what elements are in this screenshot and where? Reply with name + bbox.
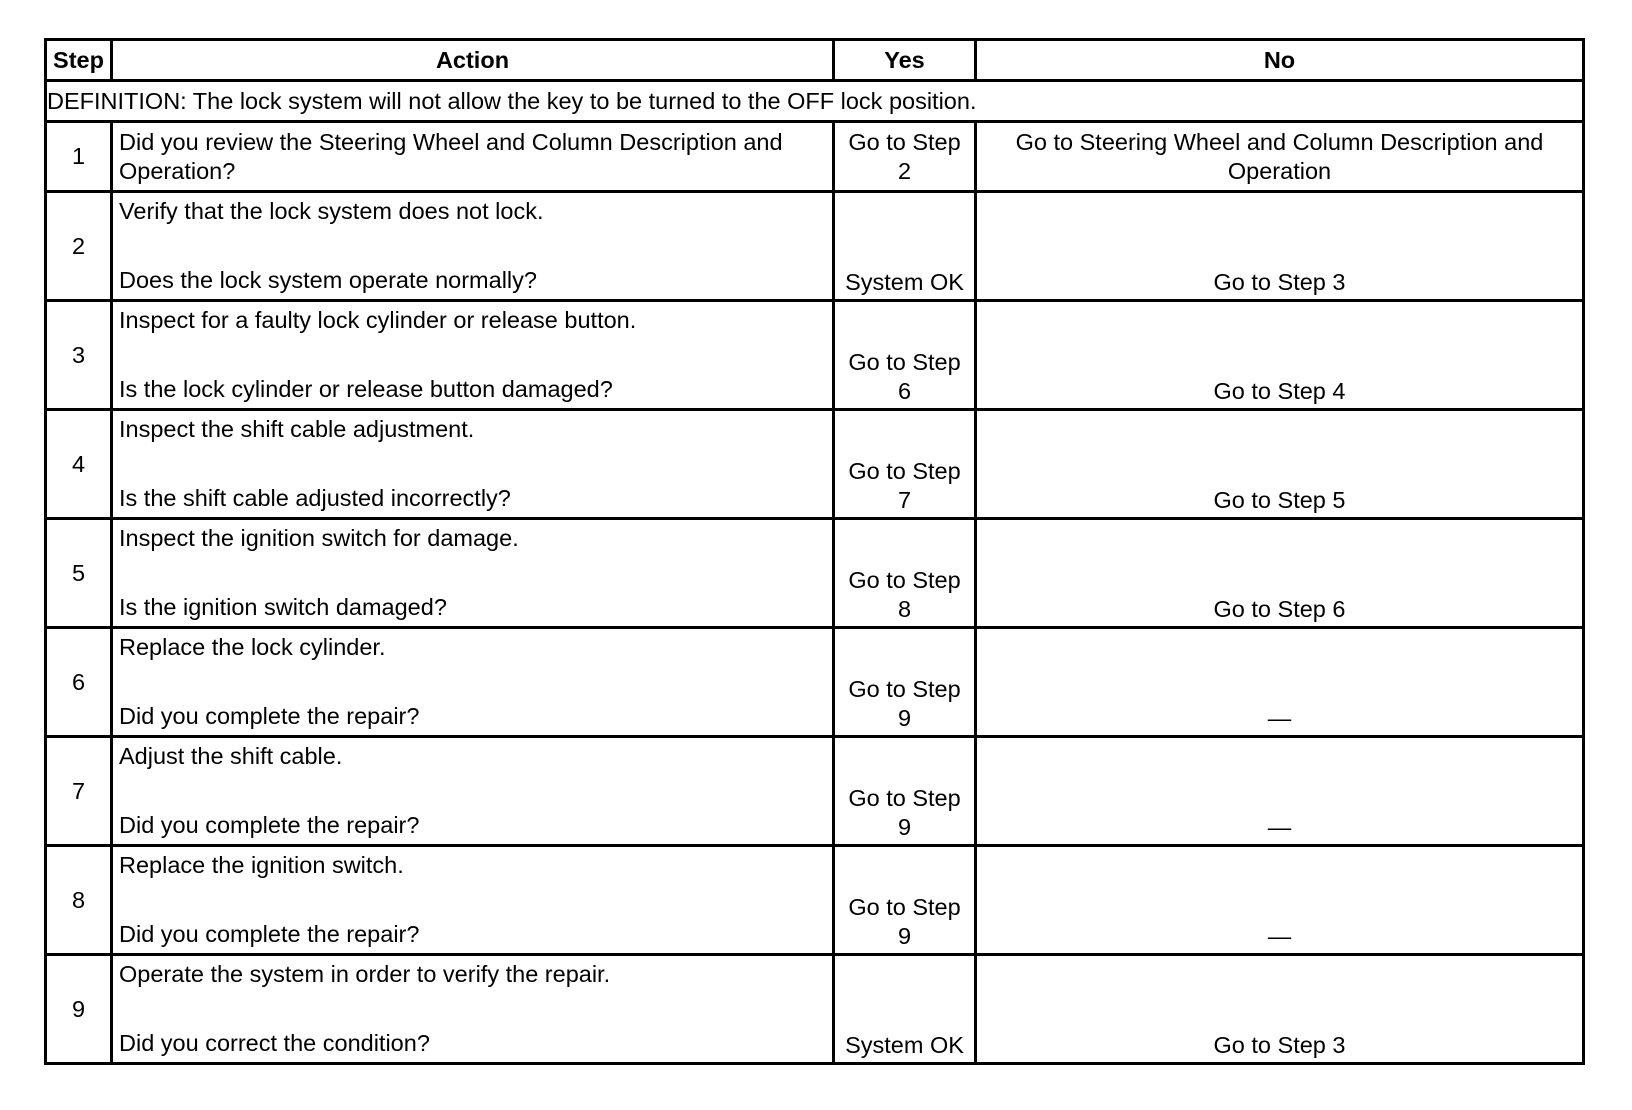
table-row [46, 955, 1584, 1064]
action-text: Verify that the lock system does not lock. [119, 198, 544, 224]
table-row [46, 122, 1584, 192]
definition-text: DEFINITION: The lock system will not allow the key to be turned to the OFF lock position. [46, 81, 1584, 122]
action-cell [112, 955, 834, 1064]
no-result: Go to Step 5 [976, 410, 1584, 519]
action-question: Did you complete the repair? [119, 703, 420, 729]
table-row [46, 192, 1584, 301]
action-text: Inspect for a faulty lock cylinder or release button. [119, 307, 637, 333]
yes-result [834, 846, 976, 955]
no-result: Go to Step 6 [976, 519, 1584, 628]
header-no: No [976, 40, 1584, 81]
action-text: Replace the lock cylinder. [119, 634, 386, 660]
action-text: Inspect the shift cable adjustment. [119, 416, 475, 442]
header-yes: Yes [834, 40, 976, 81]
yes-result-text: Go to Step 9 [848, 894, 961, 949]
action-question: Is the lock cylinder or release button damaged? [119, 376, 613, 402]
yes-result [834, 955, 976, 1064]
yes-result-text: Go to Step 7 [848, 458, 961, 513]
action-question: Did you complete the repair? [119, 921, 420, 947]
step-number: 8 [46, 846, 112, 955]
yes-result [834, 301, 976, 410]
action-text: Inspect the ignition switch for damage. [119, 525, 519, 551]
action-question: Is the shift cable adjusted incorrectly? [119, 485, 511, 511]
no-result: Go to Step 3 [976, 192, 1584, 301]
yes-result-text: Go to Step 6 [848, 349, 961, 404]
yes-result-text: Go to Step 9 [848, 785, 961, 840]
step-number: 5 [46, 519, 112, 628]
no-result: — [976, 846, 1584, 955]
yes-result [834, 737, 976, 846]
step-number: 4 [46, 410, 112, 519]
table-row [46, 301, 1584, 410]
action-cell [112, 737, 834, 846]
yes-result [834, 628, 976, 737]
action-cell [112, 846, 834, 955]
action-text: Replace the ignition switch. [119, 852, 404, 878]
action-question: Is the ignition switch damaged? [119, 594, 447, 620]
step-number: 6 [46, 628, 112, 737]
no-result: Go to Steering Wheel and Column Description and Operation [976, 122, 1584, 192]
action-cell [112, 410, 834, 519]
step-number: 3 [46, 301, 112, 410]
table-row [46, 628, 1584, 737]
action-question: Did you complete the repair? [119, 812, 420, 838]
yes-result-text: Go to Step 8 [848, 567, 961, 622]
step-number: 1 [46, 122, 112, 192]
definition-row [46, 81, 1584, 122]
yes-result [834, 192, 976, 301]
table-row [46, 410, 1584, 519]
step-number: 9 [46, 955, 112, 1064]
yes-result [834, 519, 976, 628]
no-result: Go to Step 4 [976, 301, 1584, 410]
action-question: Did you correct the condition? [119, 1030, 430, 1056]
yes-result-text: System OK [845, 1032, 964, 1058]
yes-result-text: Go to Step 2 [848, 128, 961, 184]
action-question: Does the lock system operate normally? [119, 267, 537, 293]
action-text: Adjust the shift cable. [119, 743, 343, 769]
table-row [46, 846, 1584, 955]
action-text: Did you review the Steering Wheel and Column Description and Operation? [112, 122, 834, 192]
no-result: — [976, 628, 1584, 737]
yes-result [834, 410, 976, 519]
header-action: Action [112, 40, 834, 81]
step-number: 2 [46, 192, 112, 301]
action-cell [112, 192, 834, 301]
action-cell [112, 628, 834, 737]
action-cell [112, 301, 834, 410]
yes-result-text: System OK [845, 269, 964, 295]
table-row [46, 737, 1584, 846]
no-result: Go to Step 3 [976, 955, 1584, 1064]
action-cell [112, 519, 834, 628]
header-step: Step [46, 40, 112, 81]
step-number: 7 [46, 737, 112, 846]
action-text: Operate the system in order to verify the repair. [119, 961, 611, 987]
yes-result-text: Go to Step 9 [848, 676, 961, 731]
yes-result [834, 122, 976, 192]
table-row [46, 519, 1584, 628]
diagnostic-table [44, 38, 1585, 1065]
header-row [46, 40, 1584, 81]
no-result: — [976, 737, 1584, 846]
